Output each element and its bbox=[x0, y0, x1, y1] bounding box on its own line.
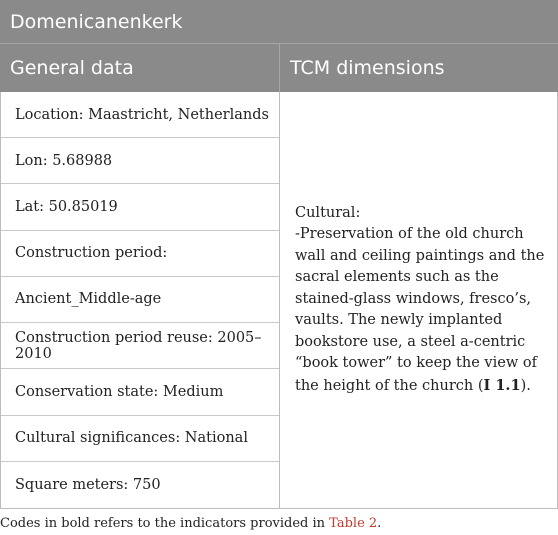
table-body bbox=[0, 92, 558, 509]
general-data-conservation-state: Conservation state: Medium bbox=[1, 369, 279, 415]
tcm-text-block bbox=[295, 203, 547, 398]
general-data-location: Location: Maastricht, Netherlands bbox=[1, 92, 279, 138]
table-header-row bbox=[0, 44, 558, 92]
table-title: Domenicanenkerk bbox=[0, 0, 558, 44]
tcm-description-end: ). bbox=[520, 377, 531, 394]
header-tcm-dimensions: TCM dimensions bbox=[290, 57, 445, 79]
table-2-link[interactable]: Table 2 bbox=[329, 516, 378, 531]
tcm-label: Cultural: bbox=[295, 204, 361, 221]
general-data-construction-period: Construction period: bbox=[1, 231, 279, 277]
footnote-text: Codes in bold refers to the indicators provided in bbox=[0, 516, 330, 531]
general-data-square-meters: Square meters: 750 bbox=[15, 476, 161, 493]
general-data-cultural-significance: Cultural significances: National bbox=[1, 416, 279, 462]
general-data-column bbox=[1, 92, 280, 508]
footnote-end: . bbox=[377, 516, 382, 531]
indicator-code: I 1.1 bbox=[483, 376, 521, 394]
general-data-period-value: Ancient_Middle-age bbox=[1, 277, 279, 323]
general-data-reuse-period: Construction period reuse: 2005–2010 bbox=[1, 323, 279, 369]
general-data-lon: Lon: 5.68988 bbox=[1, 138, 279, 184]
tcm-description: -Preservation of the old church wall and ceiling paintings and the sacral elements such as the stained-glass windows, fresco’s, vaults. The newly implanted bookstore use, a steel a-centric “book tower” to keep the view of the height of the church ( bbox=[295, 226, 545, 394]
general-data-lat: Lat: 50.85019 bbox=[1, 184, 279, 230]
header-general-data: General data bbox=[0, 44, 280, 92]
tcm-dimensions-cell bbox=[280, 92, 557, 508]
table-footnote bbox=[0, 516, 381, 531]
